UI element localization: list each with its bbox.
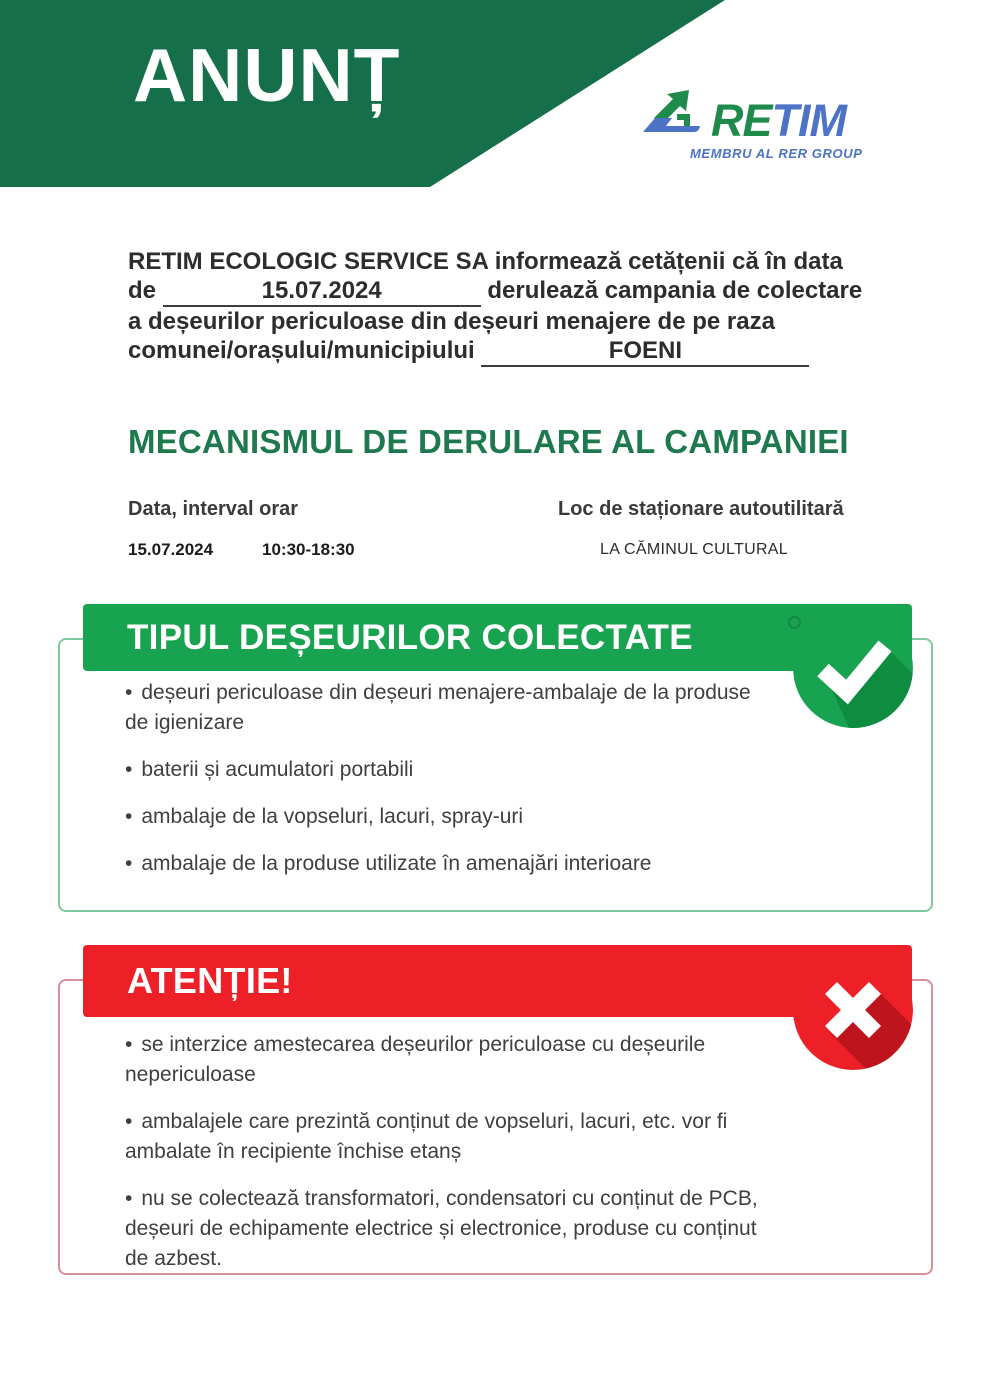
list-item: [125, 678, 773, 738]
locality-blank: [481, 336, 809, 367]
logo-wordmark-tim: TIM: [771, 95, 846, 147]
intro-line-3: [128, 307, 938, 336]
intro-text-4: a deșeurilor periculoase din deșeuri menajere de pe raza: [128, 308, 775, 335]
schedule-location: LA CĂMINUL CULTURAL: [600, 541, 788, 558]
recycle-arrows-icon: [642, 90, 708, 143]
list-item-text: baterii și acumulatori portabili: [141, 758, 414, 781]
attention-list: [125, 1030, 773, 1291]
attention-section-title: ATENȚIE!: [127, 960, 293, 1001]
bullet-dot: •: [125, 1110, 133, 1133]
bullet-dot: •: [125, 805, 133, 828]
list-item-text: se interzice amestecarea deșeurilor periculoase cu deșeurile nepericuloase: [125, 1033, 706, 1086]
retim-logo: [642, 90, 922, 161]
intro-line-4: [128, 336, 938, 367]
locality-value: FOENI: [608, 337, 683, 364]
list-item-text: ambalajele care prezintă conținut de vopseluri, lacuri, etc. vor fi ambalate în recipiente închise etanș: [125, 1110, 728, 1163]
bullet-dot: •: [125, 1187, 133, 1210]
schedule-datetime-header: Data, interval orar: [128, 498, 299, 520]
list-item: [125, 1107, 773, 1167]
schedule-date: 15.07.2024: [128, 540, 214, 559]
intro-text-5: comunei/orașului/municipiului: [128, 337, 475, 364]
intro-line-1: [128, 247, 938, 276]
date-blank: [163, 276, 481, 307]
mechanism-heading: MECANISMUL DE DERULARE AL CAMPANIEI: [128, 423, 849, 460]
bullet-dot: •: [125, 1033, 133, 1056]
logo-tagline: MEMBRU AL RER GROUP: [690, 146, 863, 161]
list-item: [125, 802, 773, 832]
logo-wordmark-re: RE: [711, 95, 772, 147]
list-item: [125, 1184, 773, 1274]
intro-text-2: de: [128, 277, 157, 304]
list-item: [125, 849, 773, 879]
list-item: [125, 755, 773, 785]
list-item-text: ambalaje de la produse utilizate în amenajări interioare: [141, 852, 652, 875]
bullet-dot: •: [125, 758, 133, 781]
list-item-text: ambalaje de la vopseluri, lacuri, spray-uri: [141, 805, 524, 828]
date-value: 15.07.2024: [261, 277, 382, 304]
logo-row: [642, 90, 922, 147]
page-title: ANUNȚ: [133, 33, 401, 117]
collected-section-header: [83, 604, 912, 671]
logo-wordmark: [711, 95, 846, 147]
x-icon: [793, 950, 913, 1070]
collected-section-title: TIPUL DEȘEURILOR COLECTATE: [127, 618, 693, 657]
list-item-text: deșeuri periculoase din deșeuri menajere-ambalaje de la produse de igienizare: [125, 681, 751, 734]
intro-line-2: [128, 276, 938, 307]
collected-waste-list: [125, 678, 773, 896]
intro-paragraph: [128, 247, 938, 367]
schedule-interval: 10:30-18:30: [262, 540, 355, 559]
bullet-dot: •: [125, 681, 133, 704]
intro-text-3: derulează campania de colectare: [487, 277, 863, 304]
checkmark-icon: [793, 608, 913, 728]
list-item: [125, 1030, 773, 1090]
list-item-text: nu se colectează transformatori, condensatori cu conținut de PCB, deșeuri de echipamente electrice și electronice, produse cu conținut de azbest.: [125, 1187, 758, 1270]
bullet-dot: •: [125, 852, 133, 875]
schedule-location-header: Loc de staționare autoutilitară: [558, 498, 844, 520]
attention-section-header: [83, 945, 912, 1017]
intro-text-1: RETIM ECOLOGIC SERVICE SA informează cetățenii că în data: [128, 248, 843, 275]
